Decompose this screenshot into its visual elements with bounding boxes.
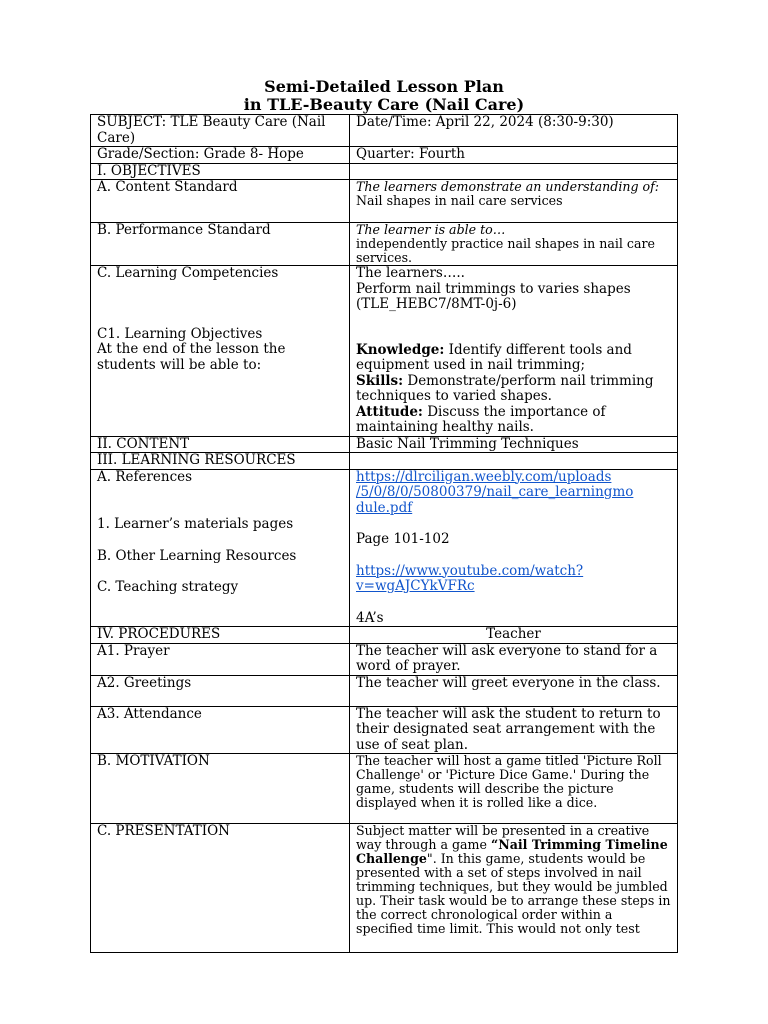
skills-label: Skills: [356,372,404,389]
procedure-text: The teacher will ask the student to return to their designated seat arrangement with the use of seat plan. [350,706,678,754]
attitude-label: Attitude: [356,403,423,420]
c1-label: C1. Learning Objectives [97,325,263,342]
presentation-post: ". In this game, students would be presented with a set of steps involved in nail trimming techniques, but they would be jumbled up. Their task would be to arrange these steps in the correct chronological order within a specified time limit. This would not only test [356,851,671,936]
c1-description: At the end of the lesson the students will be able to: [97,341,286,373]
datetime-cell: Date/Time: April 22, 2024 (8:30-9:30) [350,115,678,147]
table-row [91,115,678,147]
table-row [91,706,678,754]
table-row [91,223,678,266]
table-row [91,436,678,453]
competencies-label: C. Learning Competencies [97,265,279,281]
content-standard-intro: The learners demonstrate an understanding of: [356,179,660,194]
teacher-column-header: Teacher [350,627,678,644]
table-row [91,643,678,675]
procedure-text: The teacher will greet everyone in the class. [350,675,678,706]
procedures-heading: IV. PROCEDURES [91,627,350,644]
performance-standard-text: independently practice nail shapes in nail care services. [356,236,655,265]
resources-values-cell [350,469,678,627]
learners-materials-value: Page 101-102 [356,531,450,547]
table-row [91,163,678,180]
performance-standard-intro: The learner is able to… [356,222,506,237]
resources-heading: III. LEARNING RESOURCES [91,453,350,470]
learners-materials-label: 1. Learner’s materials pages [97,516,294,532]
teaching-strategy-label: C. Teaching strategy [97,579,239,595]
title-line-1: Semi-Detailed Lesson Plan [264,77,504,96]
table-row [91,824,678,953]
table-row [91,180,678,223]
procedure-text: The teacher will ask everyone to stand for a word of prayer. [350,643,678,675]
skills-text: Demonstrate/perform nail trimming techniques to varied shapes. [356,372,654,404]
quarter-cell: Quarter: Fourth [350,147,678,164]
table-row [91,453,678,470]
performance-standard-label: B. Performance Standard [91,223,350,266]
procedure-label: B. MOTIVATION [91,754,350,824]
objectives-heading: I. OBJECTIVES [91,163,350,180]
procedure-label: A2. Greetings [91,675,350,706]
document-title [0,78,768,114]
content-standard-text: Nail shapes in nail care services [356,193,563,208]
procedure-text: The teacher will host a game titled 'Picture Roll Challenge' or 'Picture Dice Game.' During the game, students will describe the picture displayed when it is rolled like a dice. [350,754,678,824]
table-row [91,754,678,824]
presentation-pre: Subject matter will be presented in a creative way through a game [356,823,650,852]
knowledge-text: Identify different tools and equipment used in nail trimming; [356,341,632,373]
grade-cell: Grade/Section: Grade 8- Hope [91,147,350,164]
presentation-game-title: “Nail Trimming Timeline Challenge [356,837,668,866]
table-row [91,675,678,706]
procedure-label: A1. Prayer [91,643,350,675]
competencies-intro: The learners….. [356,265,465,281]
references-link[interactable]: https://dlrciligan.weebly.com/uploads /5/0/8/0/50800379/nail_care_learningmo dule.pdf [356,469,634,516]
resources-labels-cell [91,469,350,627]
attitude-text: Discuss the importance of maintaining healthy nails. [356,403,606,435]
table-row [91,266,678,437]
knowledge-objective [356,343,671,374]
title-line-2: in TLE-Beauty Care (Nail Care) [243,95,525,114]
table-row [91,147,678,164]
content-standard-label: A. Content Standard [91,180,350,223]
table-row [91,627,678,644]
competencies-text: Perform nail trimmings to varies shapes (TLE_HEBC7/8MT-0j-6) [356,280,631,312]
procedure-label: A3. Attendance [91,706,350,754]
empty-cell [350,163,678,180]
content-standard-cell [350,180,678,223]
skills-objective [356,374,671,405]
subject-cell: SUBJECT: TLE Beauty Care (Nail Care) [91,115,350,147]
competencies-detail-cell [350,266,678,437]
content-value: Basic Nail Trimming Techniques [350,436,678,453]
table-row [91,469,678,627]
lesson-plan-table [90,114,678,953]
performance-standard-cell [350,223,678,266]
attitude-objective [356,405,671,436]
references-label: A. References [97,469,193,485]
content-label: II. CONTENT [91,436,350,453]
competencies-cell [91,266,350,437]
teaching-strategy-value: 4A’s [356,609,384,626]
other-resources-label: B. Other Learning Resources [97,547,297,564]
knowledge-label: Knowledge: [356,341,445,358]
presentation-label: C. PRESENTATION [91,824,350,953]
presentation-text [350,824,678,953]
empty-cell [350,453,678,470]
youtube-link[interactable]: https://www.youtube.com/watch? v=wgAJCYkVFRc [356,562,584,594]
